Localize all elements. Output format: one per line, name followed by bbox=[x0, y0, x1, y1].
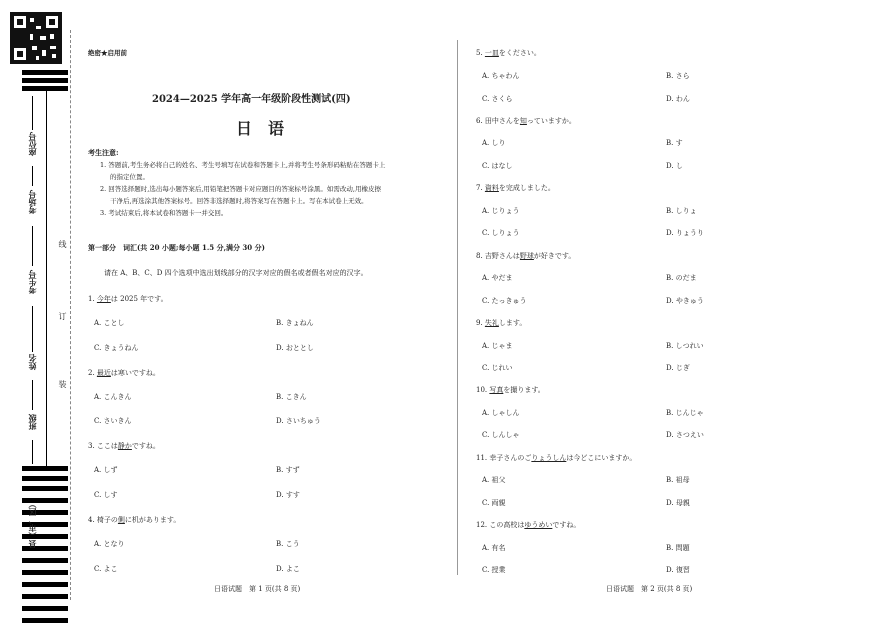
option-b: B. こきん bbox=[276, 393, 307, 401]
option-b: B. さら bbox=[666, 72, 690, 80]
option-c: C. しりょう bbox=[482, 229, 520, 237]
option-d: D. し bbox=[666, 162, 683, 170]
option-d: D. りょうり bbox=[666, 229, 704, 237]
option-a: A. しゃしん bbox=[482, 409, 520, 417]
option-b: B. きょねん bbox=[276, 319, 314, 327]
question-stem: 3. ここは静かですね。 bbox=[88, 442, 160, 450]
question-stem: 5. 一皿をください。 bbox=[476, 49, 541, 57]
option-a: A. じりょう bbox=[482, 207, 520, 215]
option-d: D. 母親 bbox=[666, 499, 690, 507]
class-label: 班级 bbox=[27, 414, 37, 430]
notice-line: 3. 考试结束后,将本试卷和答题卡一并交回。 bbox=[100, 209, 228, 217]
option-d: D. おととし bbox=[276, 344, 314, 352]
option-b: B. のだま bbox=[666, 274, 697, 282]
question-stem: 4. 椅子の側に机があります。 bbox=[88, 516, 181, 524]
notice-line: 1. 答题前,考生务必将自己的姓名、考生号填写在试卷和答题卡上,并将考生号条形码粘贴在答题卡上 bbox=[100, 161, 386, 169]
question-stem: 9. 失礼します。 bbox=[476, 319, 527, 327]
part-title: 第一部分 词汇(共 20 小题;每小题 1.5 分,满分 30 分) bbox=[88, 243, 265, 252]
option-b: B. しつれい bbox=[666, 342, 704, 350]
question-stem: 11. 幸子さんのごりょうしんは今どこにいますか。 bbox=[476, 454, 637, 462]
exam-room-label: 考场号 bbox=[27, 190, 37, 214]
question-stem: 7. 資料を完成しました。 bbox=[476, 184, 555, 192]
option-c: C. 両親 bbox=[482, 499, 506, 507]
county-label: 县（市、区） bbox=[27, 500, 37, 548]
option-a: A. しり bbox=[482, 139, 506, 147]
question-stem: 2. 最近は寒いですね。 bbox=[88, 369, 160, 377]
option-d: D. やきゅう bbox=[666, 297, 704, 305]
option-d: D. さいちゅう bbox=[276, 417, 321, 425]
option-d: D. わん bbox=[666, 95, 690, 103]
question-stem: 1. 今年は 2025 年です。 bbox=[88, 295, 168, 303]
instruction: 请在 A、B、C、D 四个选项中选出划线部分的汉字对应的假名或者假名对应的汉字。 bbox=[104, 269, 368, 277]
seal-mark-line: 线 bbox=[58, 240, 67, 248]
option-c: C. しす bbox=[94, 491, 118, 499]
option-c: C. じれい bbox=[482, 364, 513, 372]
option-a: A. こんきん bbox=[94, 393, 132, 401]
seal-mark-pack: 装 bbox=[58, 380, 67, 388]
notice-line: 的指定位置。 bbox=[110, 173, 149, 181]
option-c: C. しんしゃ bbox=[482, 431, 520, 439]
option-d: D. さつえい bbox=[666, 431, 704, 439]
option-c: C. 授業 bbox=[482, 566, 506, 574]
option-a: A. ちゃわん bbox=[482, 72, 520, 80]
option-c: C. さくら bbox=[482, 95, 513, 103]
seat-number-label: 座位号 bbox=[27, 132, 37, 156]
page-divider bbox=[457, 40, 458, 575]
question-stem: 6. 田中さんを知っていますか。 bbox=[476, 117, 576, 125]
option-d: D. よこ bbox=[276, 565, 300, 573]
question-stem: 12. この高校はゆうめいですね。 bbox=[476, 521, 581, 529]
notice-line: 2. 回答选择题时,选出每小题答案后,用铅笔把答题卡对应题目的答案标号涂黑。如需改动,用橡皮擦 bbox=[100, 185, 381, 193]
option-a: A. やだま bbox=[482, 274, 513, 282]
question-stem: 8. 吉野さんは野球が好きです。 bbox=[476, 252, 576, 260]
name-label: 姓名 bbox=[27, 354, 37, 370]
notice-title: 考生注意: bbox=[88, 148, 119, 157]
option-a: A. じゃま bbox=[482, 342, 513, 350]
option-a: A. しず bbox=[94, 466, 118, 474]
option-a: A. となり bbox=[94, 540, 125, 548]
option-c: C. きょうねん bbox=[94, 344, 139, 352]
option-d: D. じぎ bbox=[666, 364, 690, 372]
option-b: B. すず bbox=[276, 466, 300, 474]
option-c: C. はなし bbox=[482, 162, 513, 170]
notice-line: 干净后,再选涂其他答案标号。回答非选择题时,将答案写在答题卡上。写在本试卷上无效。 bbox=[110, 197, 368, 205]
option-a: A. ことし bbox=[94, 319, 125, 327]
option-c: C. たっきゅう bbox=[482, 297, 527, 305]
candidate-number-label: 考生号 bbox=[27, 270, 37, 294]
page-footer: 日语试题 第 1 页(共 8 页) bbox=[214, 585, 301, 593]
option-a: A. 有名 bbox=[482, 544, 506, 552]
option-b: B. す bbox=[666, 139, 683, 147]
cut-line bbox=[70, 30, 71, 600]
option-b: B. じんじゃ bbox=[666, 409, 704, 417]
option-d: D. すす bbox=[276, 491, 300, 499]
option-c: C. さいきん bbox=[94, 417, 132, 425]
seal-mark-bind: 订 bbox=[58, 312, 67, 320]
subject-title: 日 语 bbox=[236, 119, 285, 138]
option-a: A. 祖父 bbox=[482, 476, 506, 484]
option-b: B. こう bbox=[276, 540, 300, 548]
option-b: B. しりょ bbox=[666, 207, 697, 215]
qr-code bbox=[10, 12, 62, 64]
question-stem: 10. 写真を撮ります。 bbox=[476, 386, 545, 394]
confidential-mark: 绝密★启用前 bbox=[88, 49, 127, 57]
option-d: D. 復習 bbox=[666, 566, 690, 574]
option-b: B. 問題 bbox=[666, 544, 690, 552]
page-footer: 日语试题 第 2 页(共 8 页) bbox=[606, 585, 693, 593]
option-c: C. よこ bbox=[94, 565, 118, 573]
option-b: B. 祖母 bbox=[666, 476, 690, 484]
binding-strip bbox=[0, 0, 72, 630]
exam-title: 2024—2025 学年高一年级阶段性测试(四) bbox=[152, 94, 351, 105]
